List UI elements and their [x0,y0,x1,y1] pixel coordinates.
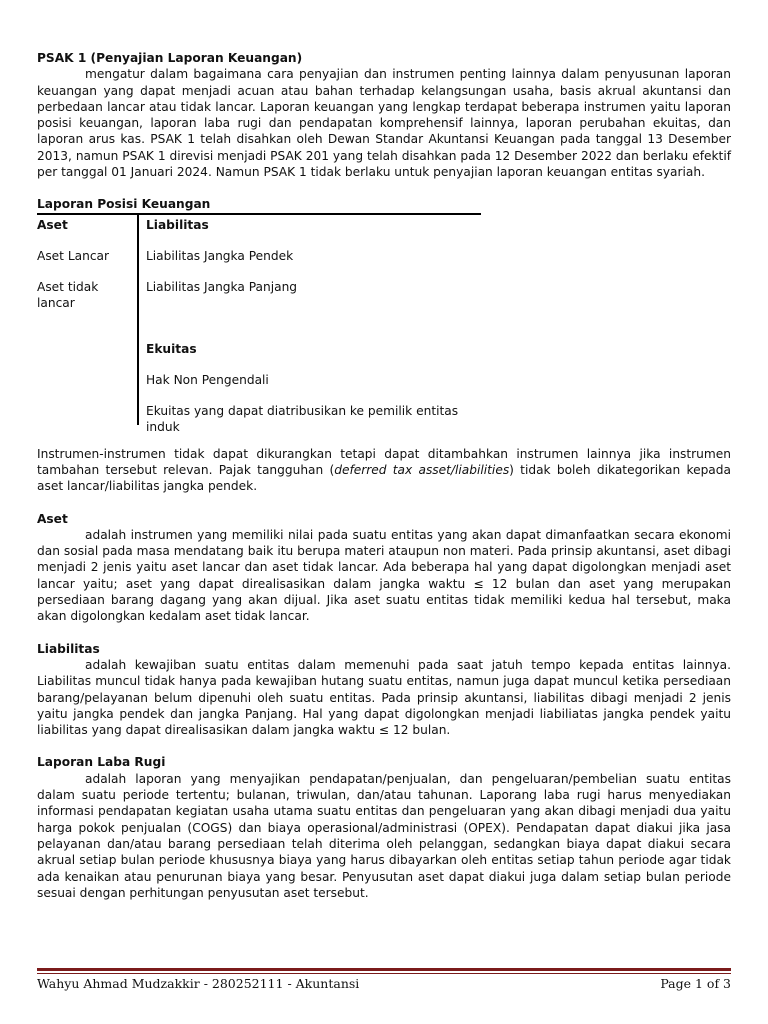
note-text: ) tidak boleh dikategorikan kepada aset lancar/liabilitas jangka pendek. [37,462,731,494]
footer-author: Wahyu Ahmad Mudzakkir - 280252111 - Akuntansi [37,976,360,991]
footer-page-number: Page 1 of 3 [660,976,731,991]
footer-rule [37,968,731,971]
t-account-table [37,196,481,433]
t-account-right-column [139,215,481,434]
footer-rule [37,973,731,974]
t-account-title: Laporan Posisi Keuangan [37,196,481,214]
liabilitas-title: Liabilitas [37,641,100,656]
aset-title: Aset [37,511,68,526]
t-account-right-item: Liabilitas Jangka Panjang [146,279,298,294]
intro-title: PSAK 1 (Penyajian Laporan Keuangan) [37,51,303,65]
t-account-equity-item: Hak Non Pengendali [146,372,269,387]
document-page [37,50,731,901]
t-account-left-item: Aset tidak lancar [37,279,99,310]
page-footer [37,968,731,992]
note-italic-term: deferred tax asset/liabilities [334,462,510,477]
laba-rugi-title: Laporan Laba Rugi [37,755,166,770]
t-account-right-header: Liabilitas [146,217,209,232]
laba-rugi-paragraph: adalah laporan yang menyajikan pendapatan/penjualan, dan pengeluaran/pembelian suatu entitas dalam suatu periode tertentu; bulanan, triwulan, dan/atau tahunan. Laporang laba rugi harus menyediakan informasi pendapatan kegiatan usaha utama suatu entitas dan pengeluaran yang akan dibagi menjadi dua yaitu harga pokok penjualan (COGS) dan biaya operasional/administrasi (OPEX). Pendapatan dapat diakui jika jasa pelayanan dan/atau barang persediaan telah diterima oleh pelanggan, sedangkan biaya dapat diakui secara akrual setiap bulan periode khususnya biaya yang harus dibayarkan oleh entitas setiap tahun periode agar tidak ada kenaikan atau penurunan biaya yang besar. Penyusutan aset dapat diakui juga dalam setiap bulan periode sesuai dengan perhitungan penyusutan aset tersebut. [37,771,731,900]
note-paragraph [37,446,731,495]
t-account-left-header: Aset [37,217,68,232]
t-account-right-item: Liabilitas Jangka Pendek [146,248,294,263]
note-text: Instrumen-instrumen tidak dapat dikurangkan tetapi dapat ditambahkan instrumen lainnya jika instrumen tambahan tersebut relevan. Pajak tangguhan ( [37,446,731,477]
t-account-equity-header: Ekuitas [146,341,197,356]
liabilitas-paragraph: adalah kewajiban suatu entitas dalam memenuhi pada saat jatuh tempo kepada entitas lainnya. Liabilitas muncul tidak hanya pada kewajiban hutang suatu entitas, namun juga dapat muncul ketika persediaan barang/pelayanan belum dipenuhi oleh suatu entitas. Pada prinsip akuntansi, liabilitas dibagi menjadi 2 jenis yaitu jangka pendek dan jangka Panjang. Hal yang dapat digolongkan menjadi liabiliatas jangka pendek yaitu liabilitas yang dapat direalisasikan dalam jangka waktu ≤ 12 bulan. [37,657,731,738]
aset-paragraph: adalah instrumen yang memiliki nilai pada suatu entitas yang akan dapat dimanfaatkan secara ekonomi dan sosial pada masa mendatang baik itu berupa materi ataupun non materi. Pada prinsip akuntansi, aset dibagi menjadi 2 jenis yaitu aset lancar dan aset tidak lancar. Ada beberapa hal yang dapat digolongkan menjadi aset lancar yaitu; aset yang dapat direalisasikan dalam jangka waktu ≤ 12 bulan dan aset yang merupakan persediaan barang dagang yang akan dijual. Jika aset suatu entitas tidak memiliki kedua hal tersebut, maka akan digolongkan kedalam aset tidak lancar. [37,527,731,624]
t-account-equity-item: Ekuitas yang dapat diatribusikan ke pemilik entitas induk [146,403,459,434]
t-account-left-item: Aset Lancar [37,248,110,263]
t-account-left-column [37,215,137,434]
intro-paragraph: mengatur dalam bagaimana cara penyajian dan instrumen penting lainnya dalam penyusunan laporan keuangan yang dapat menjadi acuan atau bahan terhadap kelangsungan usaha, basis akrual akuntansi dan perbedaan lancar atau tidak lancar. Laporan keuangan yang lengkap terdapat beberapa instrumen yaitu laporan posisi keuangan, laporan laba rugi dan pendapatan komprehensif lainnya, laporan perubahan ekuitas, dan laporan arus kas. PSAK 1 telah disahkan oleh Dewan Standar Akuntansi Keuangan pada tanggal 13 Desember 2013, namun PSAK 1 direvisi menjadi PSAK 201 yang telah disahkan pada 12 Desember 2022 dan berlaku efektif per tanggal 01 Januari 2024. Namun PSAK 1 tidak berlaku untuk penyajian laporan keuangan entitas syariah. [37,67,731,180]
